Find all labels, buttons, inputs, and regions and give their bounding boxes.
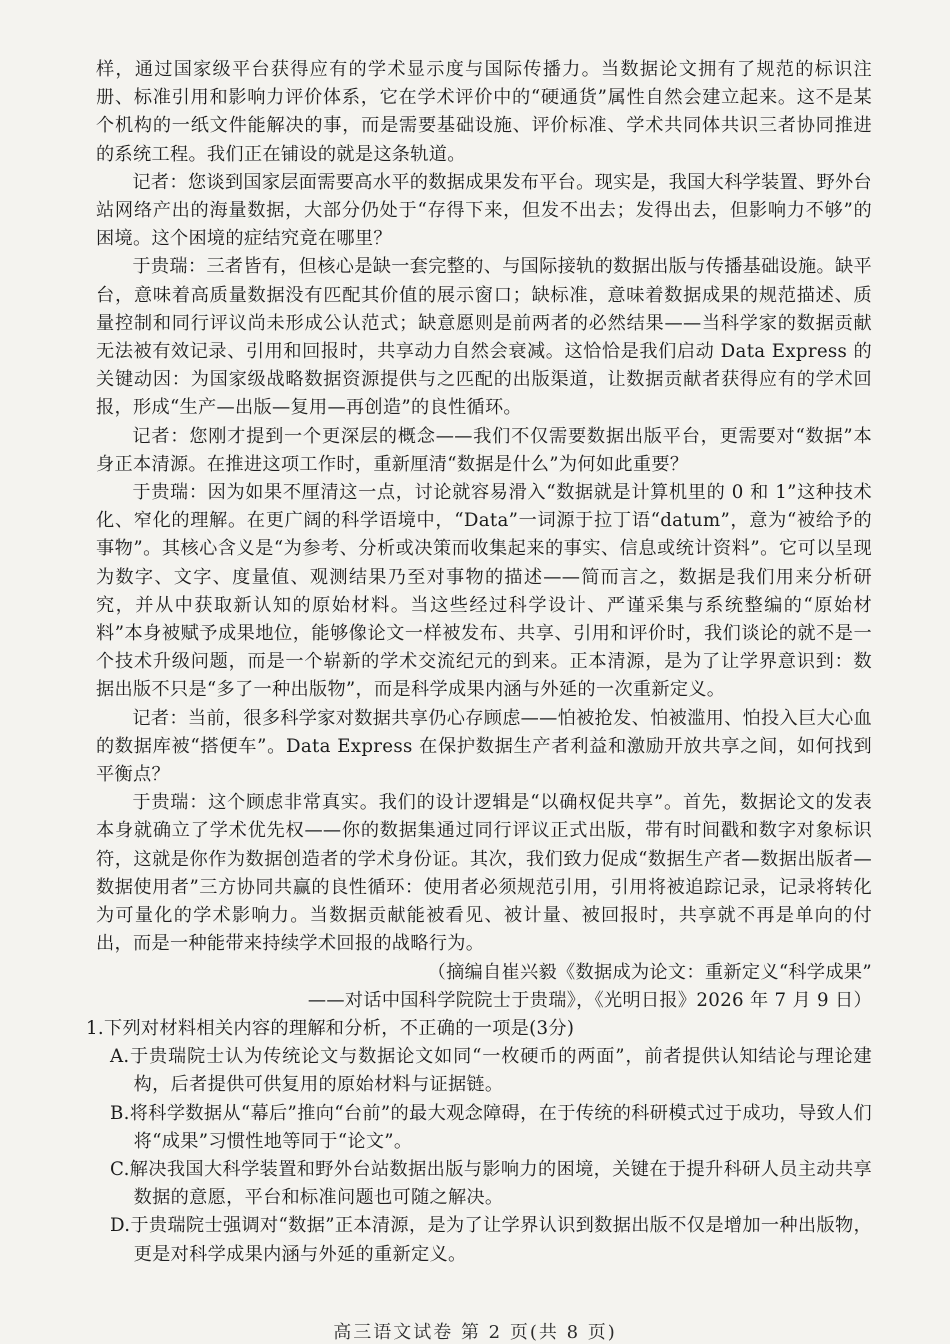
page-footer: 高三语文试卷 第 2 页(共 8 页) xyxy=(333,1322,617,1343)
article-body xyxy=(96,56,872,1015)
article-source-line: （摘编自崔兴毅《数据成为论文：重新定义“科学成果” xyxy=(427,961,872,983)
answer-option-a[interactable]: A.于贵瑞院士认为传统论文与数据论文如同“一枚硬币的两面”，前者提供认知结论与理论建构，后者提供可供复用的原始材料与证据链。 xyxy=(110,1046,872,1096)
question-stem: 1.下列对材料相关内容的理解和分析，不正确的一项是(3分) xyxy=(86,1017,575,1039)
article-paragraph: 于贵瑞：这个顾虑非常真实。我们的设计逻辑是“以确权促共享”。首先，数据论文的发表本身就确立了学术优先权——你的数据集通过同行评议正式出版，带有时间戳和数字对象标识符，这就是你作为数据创造者的学术身份证。其次，我们致力促成“数据生产者—数据出版者—数据使用者”三方协同共赢的良性循环：使用者必须规范引用，引用将被追踪记录，记录将转化为可量化的学术影响力。当数据贡献能被看见、被计量、被回报时，共享就不再是单向的付出，而是一种能带来持续学术回报的战略行为。 xyxy=(96,792,872,955)
article-paragraph: 于贵瑞：三者皆有，但核心是缺一套完整的、与国际接轨的数据出版与传播基础设施。缺平台，意味着高质量数据没有匹配其价值的展示窗口；缺标准，意味着数据成果的规范描述、质量控制和同行评议尚未形成公认范式；缺意愿则是前两者的必然结果——当科学家的数据贡献无法被有效记录、引用和回报时，共享动力自然会衰减。这恰恰是我们启动 Data Express 的关键动因：为国家级战略数据资源提供与之匹配的出版渠道，让数据贡献者获得应有的学术回报，形成“生产—出版—复用—再创造”的良性循环。 xyxy=(96,256,872,419)
article-paragraph: 记者：您刚才提到一个更深层的概念——我们不仅需要数据出版平台，更需要对“数据”本身正本清源。在推进这项工作时，重新厘清“数据是什么”为何如此重要？ xyxy=(96,425,872,475)
question-block xyxy=(86,1015,872,1269)
answer-option-c[interactable]: C.解决我国大科学装置和野外台站数据出版与影响力的困境，关键在于提升科研人员主动共享数据的意愿，平台和标准问题也可随之解决。 xyxy=(110,1158,872,1209)
article-paragraph: 样，通过国家级平台获得应有的学术显示度与国际传播力。当数据论文拥有了规范的标识注册、标准引用和影响力评价体系，它在学术评价中的“硬通货”属性自然会建立起来。这不是某个机构的一纸文件能解决的事，而是需要基础设施、评价标准、学术共同体共识三者协同推进的系统工程。我们正在铺设的就是这条轨道。 xyxy=(96,59,872,165)
article-paragraph: 记者：您谈到国家层面需要高水平的数据成果发布平台。现实是，我国大科学装置、野外台站网络产出的海量数据，大部分仍处于“存得下来，但发不出去；发得出去，但影响力不够”的困境。这个困境的症结究竟在哪里？ xyxy=(96,171,872,250)
article-paragraph: 于贵瑞：因为如果不厘清这一点，讨论就容易滑入“数据就是计算机里的 0 和 1”这种技术化、窄化的理解。在更广阔的科学语境中，“Data”一词源于拉丁语“datum”，意为“被给予的事物”。其核心含义是“为参考、分析或决策而收集起来的事实、信息或统计资料”。它可以呈现为数字、文字、度量值、观测结果乃至对事物的描述——简而言之，数据是我们用来分析研究，并从中获取新认知的原始材料。当这些经过科学设计、严谨采集与系统整编的“原始材料”本身被赋予成果地位，能够像论文一样被发布、共享、引用和评价时，我们谈论的就不是一个技术升级问题，而是一个崭新的学术交流纪元的到来。正本清源，是为了让学界意识到：数据出版不只是“多了一种出版物”，而是科学成果内涵与外延的一次重新定义。 xyxy=(96,482,872,701)
article-paragraph: 记者：当前，很多科学家对数据共享仍心存顾虑——怕被抢发、怕被滥用、怕投入巨大心血的数据库被“搭便车”。Data Express 在保护数据生产者利益和激励开放共享之间，如何找到平衡点？ xyxy=(96,707,872,786)
article-source-line: ——对话中国科学院院士于贵瑞》，《光明日报》2026 年 7 月 9 日） xyxy=(307,989,872,1011)
answer-option-b[interactable]: B.将科学数据从“幕后”推向“台前”的最大观念障碍，在于传统的科研模式过于成功，导致人们将“成果”习惯性地等同于“论文”。 xyxy=(110,1102,872,1152)
answer-option-d[interactable]: D.于贵瑞院士强调对“数据”正本清源，是为了让学界认识到数据出版不仅是增加一种出版物，更是对科学成果内涵与外延的重新定义。 xyxy=(110,1215,872,1265)
